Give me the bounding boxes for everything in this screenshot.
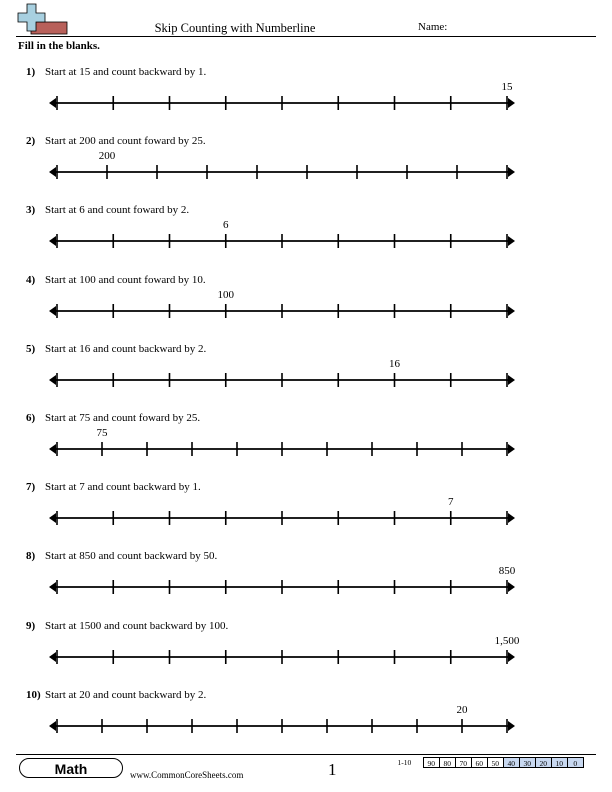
arrow-right-icon bbox=[508, 721, 515, 731]
score-cell: 50 bbox=[487, 757, 504, 768]
number-line bbox=[0, 66, 612, 134]
arrow-left-icon bbox=[49, 444, 56, 454]
problem bbox=[0, 412, 612, 480]
problem-instruction: Start at 100 and count foward by 10. bbox=[45, 273, 206, 286]
arrow-right-icon bbox=[508, 375, 515, 385]
problem-instruction: Start at 15 and count backward by 1. bbox=[45, 66, 207, 78]
problem-instruction: Start at 16 and count backward by 2. bbox=[45, 342, 207, 355]
arrow-left-icon bbox=[49, 721, 56, 731]
score-cell: 70 bbox=[455, 757, 472, 768]
score-cell: 30 bbox=[519, 757, 536, 768]
problem-instruction: Start at 850 and count backward by 50. bbox=[45, 550, 218, 563]
arrow-left-icon bbox=[49, 652, 56, 662]
number-line bbox=[0, 620, 612, 688]
tick-label: 7 bbox=[448, 496, 454, 509]
tick-label: 15 bbox=[501, 81, 513, 93]
problem-number: 1) bbox=[26, 66, 36, 78]
problem bbox=[0, 481, 612, 549]
problem-instruction: Start at 6 and count foward by 2. bbox=[45, 204, 190, 217]
problem-number: 10) bbox=[26, 688, 41, 701]
page-title: Skip Counting with Numberline bbox=[154, 21, 316, 35]
tick-label: 20 bbox=[456, 703, 468, 716]
arrow-left-icon bbox=[49, 98, 56, 108]
header-divider bbox=[16, 36, 596, 37]
score-cell: 20 bbox=[535, 757, 552, 768]
arrow-right-icon bbox=[508, 167, 515, 177]
problem-number: 9) bbox=[26, 619, 36, 632]
arrow-right-icon bbox=[508, 652, 515, 662]
arrow-left-icon bbox=[49, 306, 56, 316]
site-url: www.CommonCoreSheets.com bbox=[130, 770, 244, 780]
score-table bbox=[398, 757, 584, 768]
problem-instruction: Start at 1500 and count backward by 100. bbox=[45, 619, 229, 632]
arrow-left-icon bbox=[49, 513, 56, 523]
problem-number: 8) bbox=[26, 550, 36, 563]
page-number: 1 bbox=[328, 760, 337, 779]
arrow-right-icon bbox=[508, 306, 515, 316]
arrow-left-icon bbox=[49, 375, 56, 385]
problem bbox=[0, 550, 612, 618]
problem bbox=[0, 66, 612, 134]
problem-number: 7) bbox=[26, 481, 36, 494]
problem-number: 3) bbox=[26, 204, 36, 217]
problem bbox=[0, 343, 612, 411]
number-line bbox=[0, 343, 612, 411]
arrow-left-icon bbox=[49, 236, 56, 246]
tick-label: 200 bbox=[98, 150, 116, 163]
problem bbox=[0, 274, 612, 342]
problem-instruction: Start at 7 and count backward by 1. bbox=[45, 481, 201, 494]
score-cell: 10 bbox=[551, 757, 568, 768]
problem-number: 5) bbox=[26, 342, 36, 355]
score-cell: 90 bbox=[423, 757, 440, 768]
number-line bbox=[0, 689, 612, 757]
tick-label: 6 bbox=[223, 219, 229, 232]
number-line bbox=[0, 204, 612, 272]
tick-label: 75 bbox=[96, 427, 108, 439]
instructions: Fill in the blanks. bbox=[18, 40, 100, 52]
problem bbox=[0, 620, 612, 688]
score-cell: 80 bbox=[439, 757, 456, 768]
score-cell: 40 bbox=[503, 757, 520, 768]
arrow-right-icon bbox=[508, 582, 515, 592]
score-cell: 60 bbox=[471, 757, 488, 768]
arrow-right-icon bbox=[508, 236, 515, 246]
problem-instruction: Start at 200 and count foward by 25. bbox=[45, 135, 206, 148]
tick-label: 850 bbox=[498, 565, 516, 578]
arrow-right-icon bbox=[508, 98, 515, 108]
footer-divider bbox=[16, 754, 596, 755]
problem-number: 2) bbox=[26, 135, 36, 148]
tick-label: 1,500 bbox=[494, 634, 520, 647]
name-label: Name: bbox=[418, 21, 448, 33]
arrow-right-icon bbox=[508, 513, 515, 523]
number-line bbox=[0, 135, 612, 203]
number-line bbox=[0, 481, 612, 549]
problem bbox=[0, 204, 612, 272]
arrow-right-icon bbox=[508, 444, 515, 454]
arrow-left-icon bbox=[49, 582, 56, 592]
tick-label: 100 bbox=[217, 288, 234, 301]
math-badge: Math bbox=[19, 758, 123, 778]
number-line bbox=[0, 412, 612, 480]
problem bbox=[0, 135, 612, 203]
score-range-label: 1-10 bbox=[397, 758, 412, 767]
problem-number: 6) bbox=[26, 412, 36, 424]
arrow-left-icon bbox=[49, 167, 56, 177]
problem bbox=[0, 689, 612, 757]
number-line bbox=[0, 550, 612, 618]
problem-number: 4) bbox=[26, 273, 36, 286]
number-line bbox=[0, 274, 612, 342]
problem-instruction: Start at 75 and count foward by 25. bbox=[45, 412, 201, 424]
problem-instruction: Start at 20 and count backward by 2. bbox=[45, 688, 207, 701]
tick-label: 16 bbox=[389, 357, 400, 370]
score-cell: 0 bbox=[567, 757, 584, 768]
